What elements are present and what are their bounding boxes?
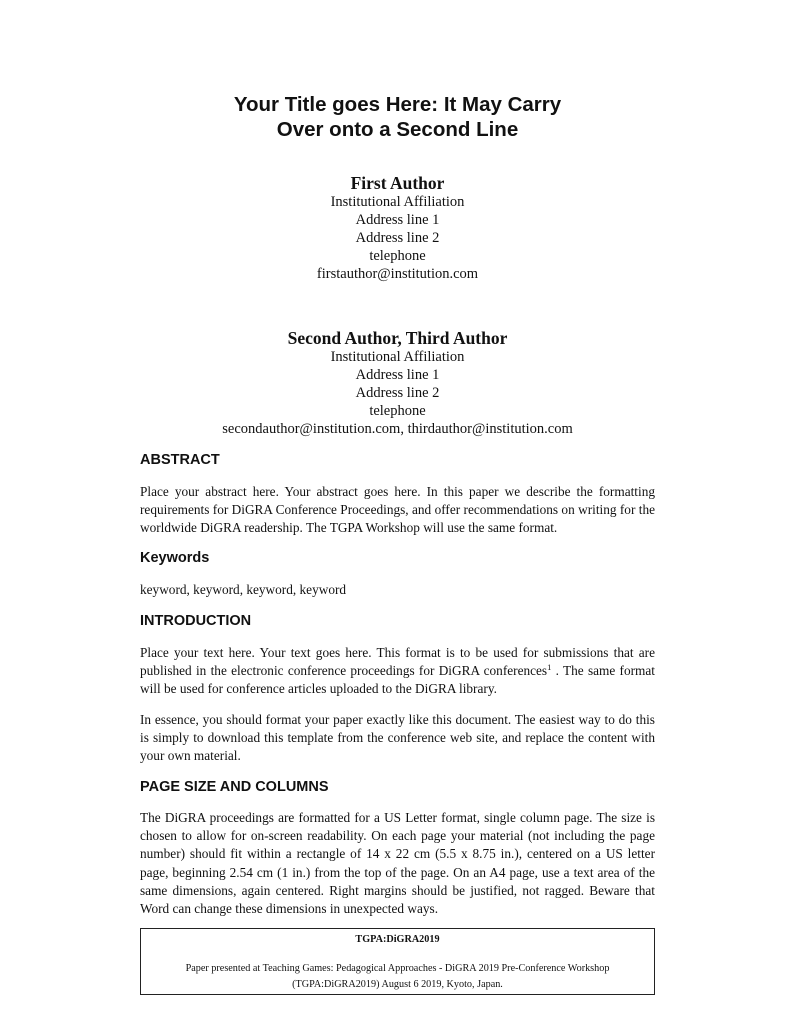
author-block-1 [100,173,695,283]
intro-text-after-footnote: . The same format will be used for conference articles uploaded to the DiGRA library. [140,663,655,697]
conference-footer [140,928,655,995]
author-telephone: telephone [369,403,426,419]
keywords-text: keyword, keyword, keyword, keyword [140,582,347,597]
abstract-heading: ABSTRACT [140,452,220,468]
page-size-text: The DiGRA proceedings are formatted for a US Letter format, single column page. The size is chosen to allow for on-screen readability. On each page your material (not including the page number) should fit within a rectangle of 14 x 22 cm (5.5 x 8.75 in.), centered on a US letter page, beginning 2.54 cm (1 in.) from the top of the page. On an A4 page, use a text area of the same dimensions, again centered. Right margins should be justified, not ragged. Beware that Word can change these dimensions in unexpected ways. [140,810,655,917]
author-affiliation: Institutional Affiliation [330,349,465,365]
paper-title-line-1: Your Title goes Here: It May Carry [233,93,562,116]
page-size-heading: PAGE SIZE AND COLUMNS [140,779,329,795]
intro-text-before-footnote: Place your text here. Your text goes here. This format is to be used for submissions that are published in the electronic conference proceedings for DiGRA conferences [140,645,655,679]
introduction-paragraph-1 [140,644,655,699]
author-affiliation: Institutional Affiliation [330,194,465,210]
paper-title-line-2: Over onto a Second Line [276,118,519,141]
abstract-text: Place your abstract here. Your abstract goes here. In this paper we describe the formatting requirements for DiGRA Conference Proceedings, and offer recommendations on writing for the worldwide DiGRA readership. The TGPA Workshop will use the same format. [140,484,655,536]
footer-line-2: (TGPA:DiGRA2019) August 6 2019, Kyoto, Japan. [292,979,503,990]
author-name: Second Author, Third Author [287,328,508,348]
introduction-heading: INTRODUCTION [140,613,252,629]
footer-heading: TGPA:DiGRA2019 [355,934,440,945]
author-address-line-1: Address line 1 [355,367,440,383]
author-address-line-2: Address line 2 [355,385,440,401]
author-name: First Author [350,173,445,193]
author-address-line-1: Address line 1 [355,212,440,228]
author-email: firstauthor@institution.com [316,266,479,282]
keywords-heading: Keywords [140,550,210,566]
author-email: secondauthor@institution.com, thirdauthor@institution.com [222,421,573,437]
introduction-paragraph-2: In essence, you should format your paper exactly like this document. The easiest way to do this is simply to download this template from the conference web site, and replace the content with your own material. [140,712,655,764]
author-block-2 [100,328,695,438]
paper-title [100,92,695,142]
footnote-marker[interactable]: 1 [547,662,552,673]
footer-line-1: Paper presented at Teaching Games: Pedagogical Approaches - DiGRA 2019 Pre-Conference Workshop [185,963,610,974]
author-telephone: telephone [369,248,426,264]
author-address-line-2: Address line 2 [355,230,440,246]
